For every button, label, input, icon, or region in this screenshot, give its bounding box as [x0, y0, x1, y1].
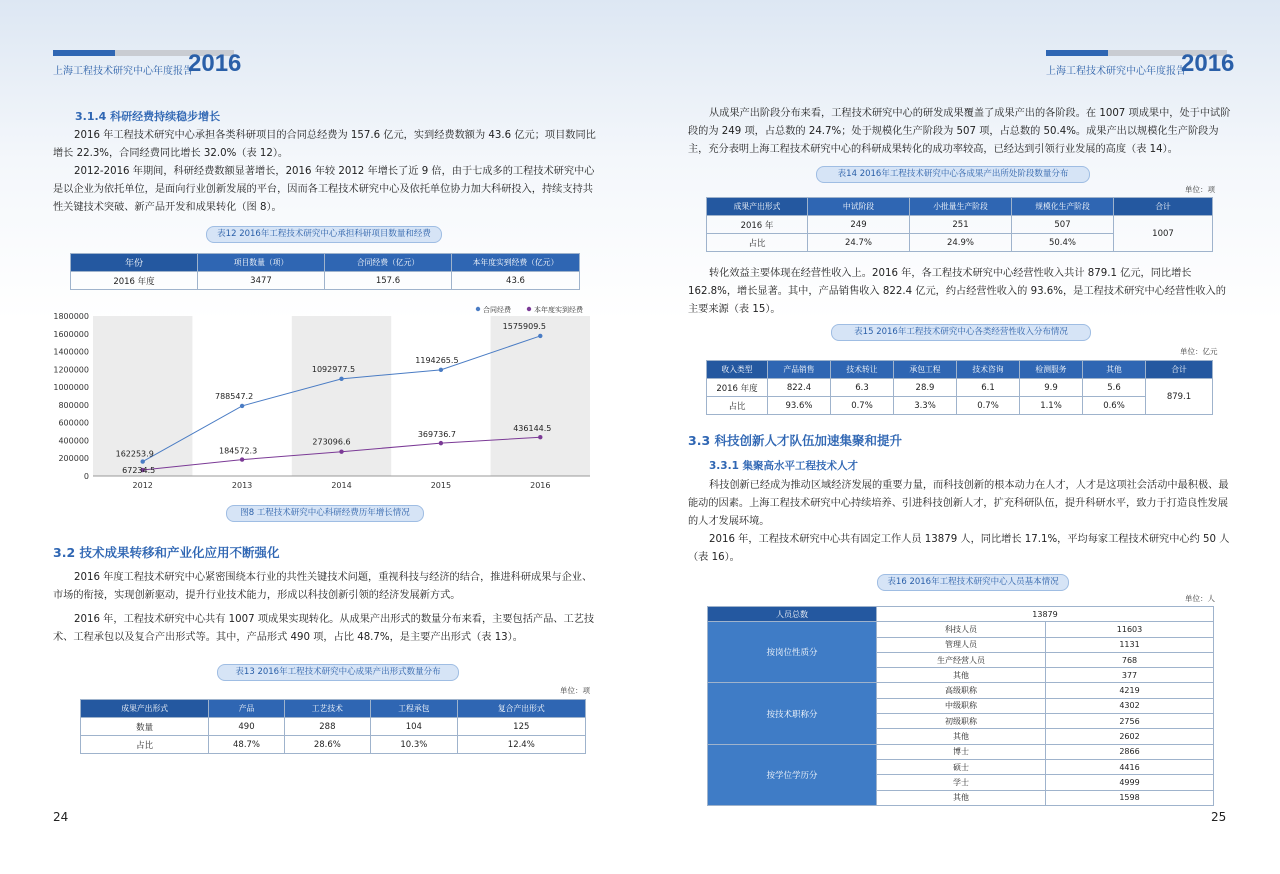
table-cell: 2016 年度: [71, 272, 198, 290]
table-cell: 生产经营人员: [877, 652, 1046, 667]
table-header: 小批量生产阶段: [910, 198, 1012, 216]
data-point: [339, 377, 343, 381]
data-label: 1194265.5: [415, 355, 459, 365]
table-cell: 博士: [877, 744, 1046, 759]
table-header: 产品销售: [768, 361, 831, 379]
table-12: [70, 253, 580, 290]
table-cell: 125: [457, 718, 585, 736]
section-heading-3-1-4: 3.1.4 科研经费持续稳步增长: [75, 110, 221, 123]
table-cell: 12.4%: [457, 736, 585, 754]
table-cell: 43.6: [452, 272, 580, 290]
table-header: 合计: [1146, 361, 1213, 379]
page-number: 24: [53, 810, 69, 824]
table-cell: 28.6%: [284, 736, 370, 754]
x-tick-label: 2013: [231, 481, 253, 490]
table-14: [706, 197, 1213, 252]
data-label: 1575909.5: [502, 321, 546, 331]
table-cell: 0.7%: [957, 397, 1020, 415]
table-13-unit: 单位：项: [560, 686, 590, 695]
table-cell: 初级职称: [877, 714, 1046, 729]
table-cell: 占比: [707, 397, 768, 415]
table-cell: 高级职称: [877, 683, 1046, 698]
data-point: [141, 459, 145, 463]
table-cell: 9.9: [1020, 379, 1083, 397]
page-header: [53, 50, 242, 77]
table-cell: 2756: [1046, 714, 1214, 729]
table-cell: 157.6: [325, 272, 452, 290]
table-cell-total: 879.1: [1146, 379, 1213, 415]
table-15: [706, 360, 1213, 415]
table-header: 项目数量（项）: [198, 254, 325, 272]
y-tick-label: 1000000: [53, 383, 89, 393]
funding-growth-chart: [40, 298, 600, 498]
table-header: 本年度实到经费（亿元）: [452, 254, 580, 272]
table-14-unit: 单位：项: [1185, 185, 1215, 194]
report-title: 上海工程技术研究中心年度报告: [1046, 66, 1186, 77]
table-header: 产品: [209, 700, 284, 718]
table-cell: 管理人员: [877, 637, 1046, 652]
table-group-label: 按岗位性质分: [708, 622, 877, 683]
right-page: [640, 0, 1280, 874]
table-13-caption: 表13 2016年工程技术研究中心成果产出形式数量分布: [217, 664, 459, 681]
data-label: 273096.6: [312, 437, 351, 447]
x-tick-label: 2016: [530, 481, 551, 490]
table-header: 工程承包: [371, 700, 457, 718]
table-12-caption: 表12 2016年工程技术研究中心承担科研项目数量和经费: [206, 226, 442, 243]
table-header: 中试阶段: [808, 198, 910, 216]
data-point: [439, 368, 443, 372]
table-header: 其他: [1083, 361, 1146, 379]
data-label: 67234.5: [122, 466, 156, 476]
table-cell: 251: [910, 216, 1012, 234]
table-header: 检测服务: [1020, 361, 1083, 379]
table-cell: 4219: [1046, 683, 1214, 698]
table-header: 复合产出形式: [457, 700, 585, 718]
table-cell: 3477: [198, 272, 325, 290]
y-tick-label: 1400000: [53, 347, 89, 357]
table-cell: 2866: [1046, 744, 1214, 759]
section-heading-3-3: 3.3 科技创新人才队伍加速集聚和提升: [688, 433, 902, 448]
table-cell: 0.6%: [1083, 397, 1146, 415]
table-cell: 93.6%: [768, 397, 831, 415]
table-cell-total: 13879: [877, 607, 1214, 622]
data-point: [538, 435, 542, 439]
data-point: [240, 457, 244, 461]
report-title: 上海工程技术研究中心年度报告: [53, 66, 193, 77]
table-cell: 24.9%: [910, 234, 1012, 252]
table-header: 年份: [71, 254, 198, 272]
table-header: 规模化生产阶段: [1012, 198, 1114, 216]
paragraph: 2012-2016 年期间，科研经费数额显著增长，2016 年较 2012 年增长了近 9 倍，由于七成多的工程技术研究中心是以企业为依托单位，是面向行业创新发展的平台，因而各工程技术研究中心及依托单位协力加大科研投入，持续支持共性关键技术突破、新产品开发和成果转化（图 8）。: [53, 166, 595, 213]
table-cell: 中级职称: [877, 698, 1046, 713]
table-15-caption: 表15 2016年工程技术研究中心各类经营性收入分布情况: [831, 324, 1091, 341]
table-cell: 3.3%: [894, 397, 957, 415]
y-tick-label: 1600000: [53, 329, 89, 339]
paragraph: 2016 年度工程技术研究中心紧密围绕本行业的共性关键技术问题，重视科技与经济的结合，推进科研成果与企业、市场的衔接，实现创新驱动，提升行业技术能力，形成以科技创新引领的经济发展新方式。: [53, 572, 593, 601]
table-15-unit: 单位：亿元: [1180, 347, 1218, 356]
section-heading-3-3-1: 3.3.1 集聚高水平工程技术人才: [709, 460, 859, 472]
table-cell: 11603: [1046, 622, 1214, 637]
table-cell: 104: [371, 718, 457, 736]
table-header: 技术转让: [831, 361, 894, 379]
section-heading-3-2: 3.2 技术成果转移和产业化应用不断强化: [53, 545, 280, 560]
table-cell: 其他: [877, 668, 1046, 683]
data-point: [339, 450, 343, 454]
table-header: 技术咨询: [957, 361, 1020, 379]
data-label: 184572.3: [219, 446, 258, 456]
y-tick-label: 200000: [58, 454, 89, 464]
table-group-label: 按技术职称分: [708, 683, 877, 744]
y-tick-label: 600000: [58, 418, 89, 428]
table-cell: 4416: [1046, 759, 1214, 774]
table-header: 合同经费（亿元）: [325, 254, 452, 272]
legend-marker: [476, 307, 480, 311]
table-cell: 6.3: [831, 379, 894, 397]
y-tick-label: 400000: [58, 436, 89, 446]
table-cell: 10.3%: [371, 736, 457, 754]
table-cell: 4999: [1046, 775, 1214, 790]
page-number: 25: [1211, 810, 1227, 824]
table-cell: 0.7%: [831, 397, 894, 415]
table-cell: 1131: [1046, 637, 1214, 652]
paragraph: 从成果产出阶段分布来看，工程技术研究中心的研发成果覆盖了成果产出的各阶段。在 1007 项成果中，处于中试阶段的为 249 项，占总数的 24.7%；处于规模化生产阶段为 507 项，占总数的 50.4%。成果产出以规模化生产阶段为主，充分表明上海工程技术研究中心的科研成果转化的成功率较高，已经达到引领行业发展的高度（表 14）。: [688, 108, 1231, 155]
table-header: 成果产出形式: [81, 700, 209, 718]
legend-marker: [527, 307, 531, 311]
table-cell: 24.7%: [808, 234, 910, 252]
table-16-unit: 单位：人: [1185, 594, 1215, 603]
data-label: 436144.5: [513, 424, 552, 434]
x-tick-label: 2012: [132, 481, 153, 490]
y-tick-label: 0: [83, 472, 89, 481]
data-point: [439, 441, 443, 445]
table-cell: 249: [808, 216, 910, 234]
y-tick-label: 1200000: [53, 365, 89, 375]
page-header: [1046, 50, 1235, 77]
y-tick-label: 800000: [58, 400, 89, 410]
data-point: [240, 404, 244, 408]
legend-label: 本年度实到经费: [534, 306, 583, 314]
table-cell: 377: [1046, 668, 1214, 683]
table-cell: 占比: [707, 234, 808, 252]
table-cell: 占比: [81, 736, 209, 754]
report-year: 2016: [1181, 50, 1235, 77]
data-label: 1092977.5: [311, 364, 356, 374]
table-cell: 50.4%: [1012, 234, 1114, 252]
x-tick-label: 2014: [331, 481, 352, 490]
chart-band: [491, 316, 590, 476]
table-16: [707, 606, 1214, 806]
y-tick-label: 1800000: [53, 312, 89, 321]
table-cell: 5.6: [1083, 379, 1146, 397]
data-label: 369736.7: [417, 430, 456, 440]
table-cell: 507: [1012, 216, 1114, 234]
table-cell: 6.1: [957, 379, 1020, 397]
paragraph: 2016 年，工程技术研究中心共有固定工作人员 13879 人，同比增长 17.1%，平均每家工程技术研究中心约 50 人（表 16）。: [688, 534, 1230, 563]
table-cell: 288: [284, 718, 370, 736]
table-cell: 学士: [877, 775, 1046, 790]
x-tick-label: 2015: [430, 481, 452, 490]
table-13: [80, 699, 586, 754]
table-cell: 48.7%: [209, 736, 284, 754]
table-cell: 其他: [877, 790, 1046, 805]
paragraph: 科技创新已经成为推动区域经济发展的重要力量，而科技创新的根本动力在人才，人才是这项社会活动中最积极、最能动的因素。上海工程技术研究中心持续培养、引进科技创新人才，扩充科研队伍，提升科研水平，致力于打造良性发展的人才发展环境。: [688, 480, 1229, 527]
table-cell: 1.1%: [1020, 397, 1083, 415]
table-group-label: 按学位学历分: [708, 744, 877, 805]
table-header: 收入类型: [707, 361, 768, 379]
table-cell: 490: [209, 718, 284, 736]
report-year: 2016: [188, 50, 242, 77]
data-label: 162253.9: [115, 449, 154, 459]
data-label: 788547.2: [215, 391, 254, 401]
table-cell-total: 1007: [1114, 216, 1213, 252]
table-16-caption: 表16 2016年工程技术研究中心人员基本情况: [877, 574, 1069, 591]
paragraph: 2016 年，工程技术研究中心共有 1007 项成果实现转化。从成果产出形式的数量分布来看，主要包括产品、工艺技术、工程承包以及复合产出形式等。其中，产品形式 490 项，占比 48.7%，是主要产出形式（表 13）。: [53, 614, 595, 643]
table-cell: 2602: [1046, 729, 1214, 744]
legend-label: 合同经费: [483, 306, 511, 314]
table-cell: 科技人员: [877, 622, 1046, 637]
table-cell: 硕士: [877, 759, 1046, 774]
table-header: 工艺技术: [284, 700, 370, 718]
table-14-caption: 表14 2016年工程技术研究中心各成果产出所处阶段数量分布: [816, 166, 1090, 183]
table-header: 合计: [1114, 198, 1213, 216]
table-header: 人员总数: [708, 607, 877, 622]
table-cell: 数量: [81, 718, 209, 736]
paragraph: 2016 年工程技术研究中心承担各类科研项目的合同总经费为 157.6 亿元，实到经费数额为 43.6 亿元；项目数同比增长 22.3%，合同经费同比增长 32.0%（表 12）。: [53, 130, 596, 159]
data-point: [538, 334, 542, 338]
table-header: 成果产出形式: [707, 198, 808, 216]
table-cell: 2016 年: [707, 216, 808, 234]
table-cell: 4302: [1046, 698, 1214, 713]
table-cell: 768: [1046, 652, 1214, 667]
paragraph: 转化效益主要体现在经营性收入上。2016 年，各工程技术研究中心经营性收入共计 879.1 亿元，同比增长 162.8%，增长显著。其中，产品销售收入 822.4 亿元，约占经营性收入的 93.6%，是工程技术研究中心经营性收入的主要来源（表 15）。: [688, 268, 1226, 315]
table-cell: 28.9: [894, 379, 957, 397]
table-cell: 其他: [877, 729, 1046, 744]
table-header: 承包工程: [894, 361, 957, 379]
table-cell: 1598: [1046, 790, 1214, 805]
table-cell: 822.4: [768, 379, 831, 397]
figure-8-caption: 图8 工程技术研究中心科研经费历年增长情况: [226, 505, 424, 522]
table-cell: 2016 年度: [707, 379, 768, 397]
